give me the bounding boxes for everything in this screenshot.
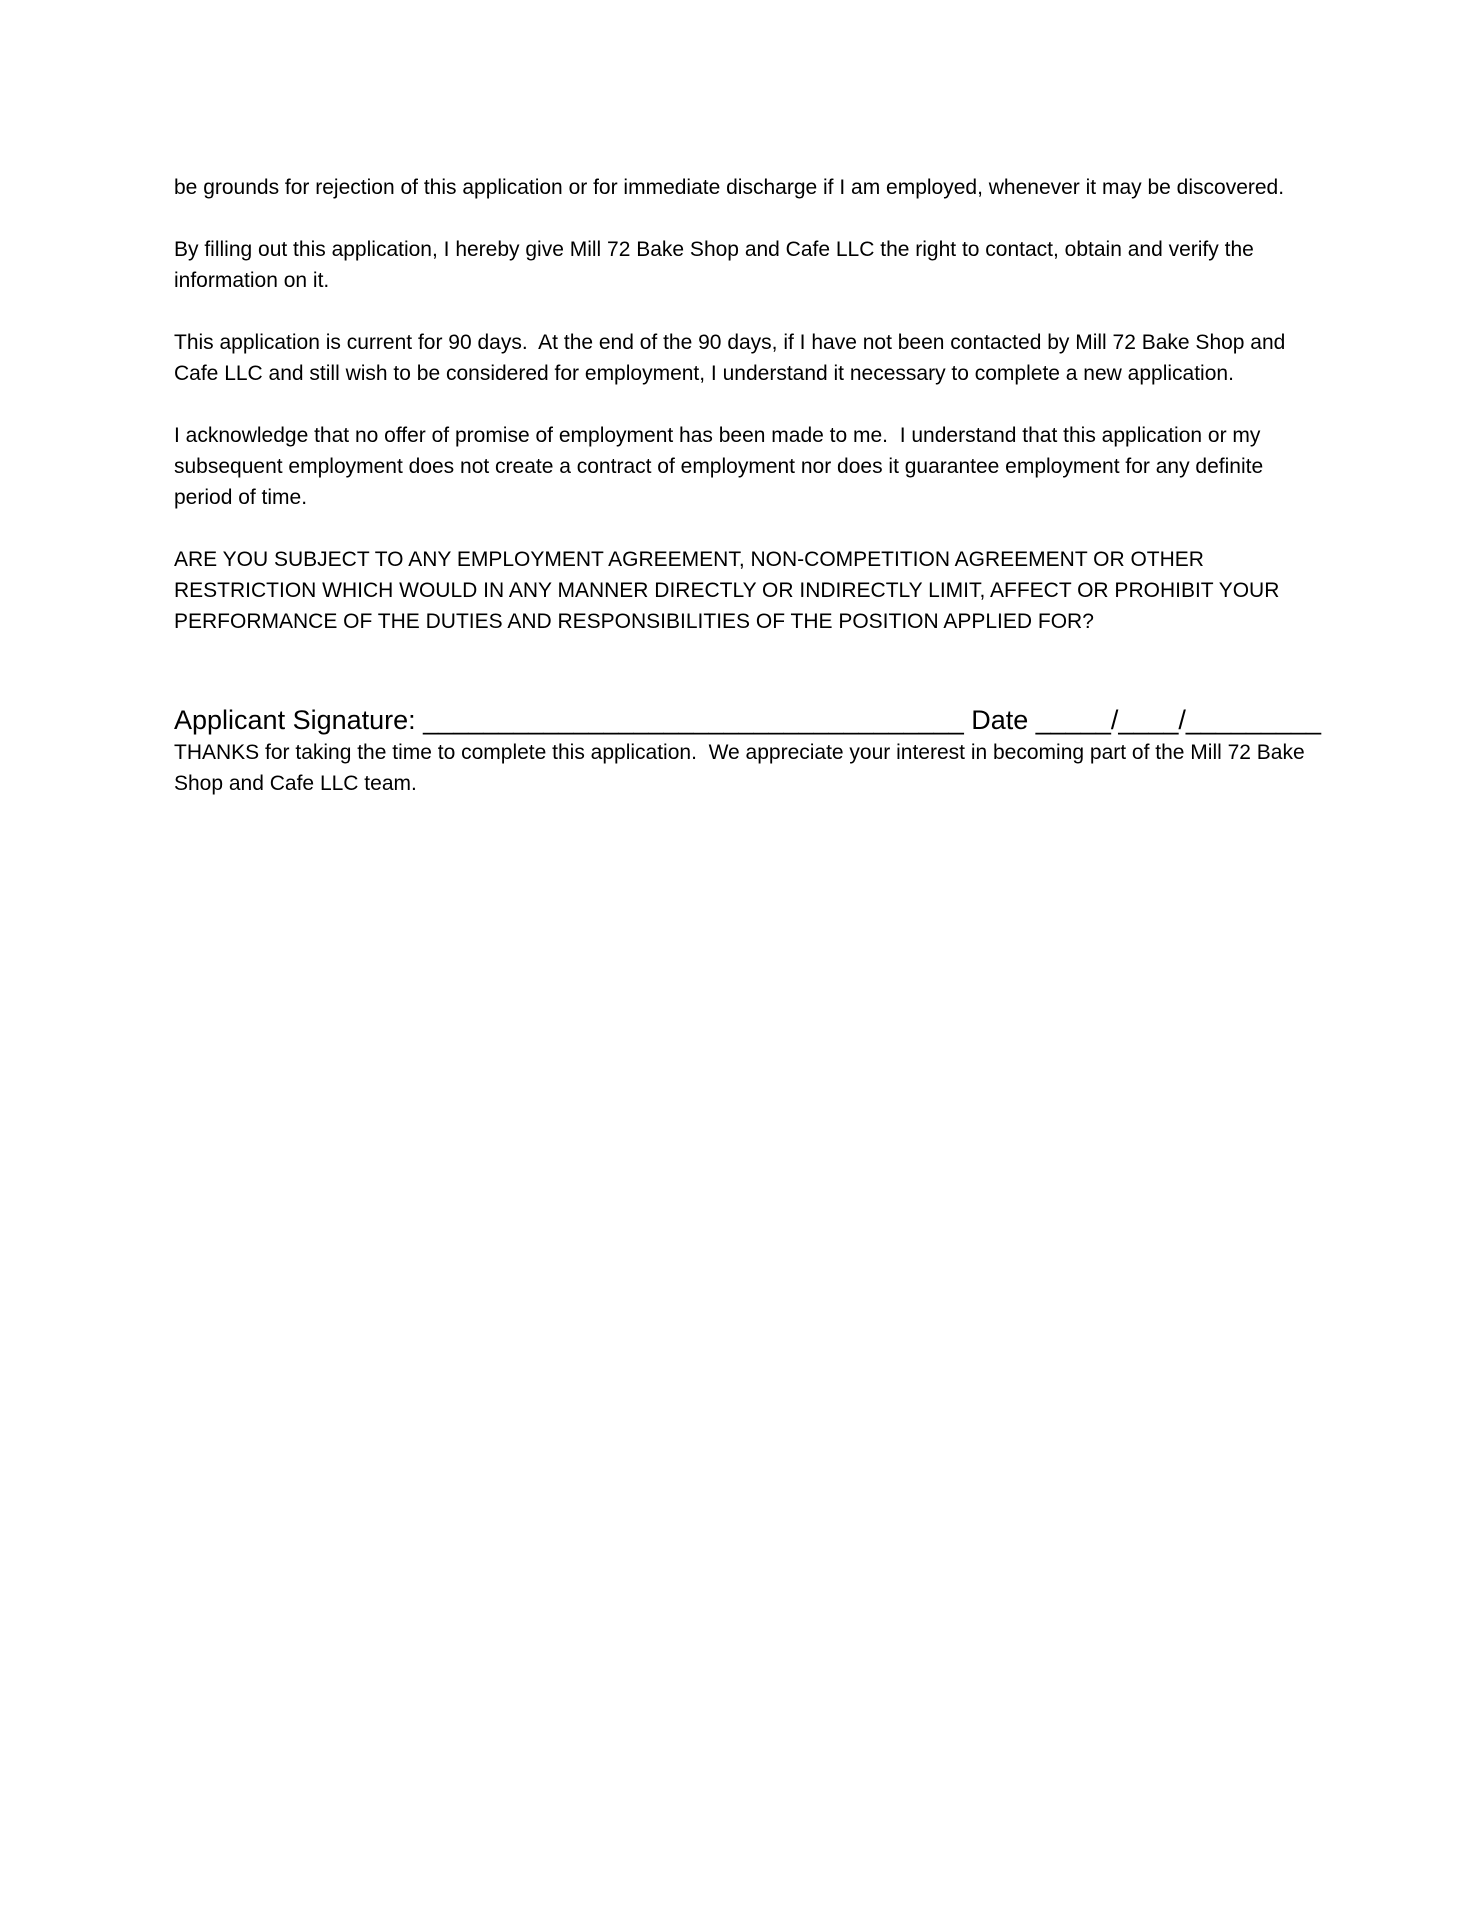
closing-thanks-note: THANKS for taking the time to complete this application. We appreciate your interest in becoming part of the Mill 72 Bake Shop and Cafe LLC team. [174,741,1311,795]
paragraph-application-validity: This application is current for 90 days. At the end of the 90 days, if I have not been contacted by Mill 72 Bake Shop and Cafe LLC and still wish to be considered for employment, I understand it necessary to complete a new application. [174,331,1292,385]
document-body [174,172,1322,799]
paragraph-no-contract-acknowledgment: I acknowledge that no offer of promise of employment has been made to me. I understand that this application or my subsequent employment does not create a contract of employment nor does it guarantee employment for any definite period of time. [174,424,1269,509]
signature-date-line: Applicant Signature: ____________________________________ Date _____/____/_________ [174,705,1322,735]
paragraph-verification-consent: By filling out this application, I hereby give Mill 72 Bake Shop and Cafe LLC the right to contact, obtain and verify the information on it. [174,238,1260,292]
paragraph-discharge-clause: be grounds for rejection of this application or for immediate discharge if I am employed, whenever it may be discovered. [174,176,1285,199]
paragraph-agreement-question: ARE YOU SUBJECT TO ANY EMPLOYMENT AGREEMENT, NON-COMPETITION AGREEMENT OR OTHER RESTRICTION WHICH WOULD IN ANY MANNER DIRECTLY OR INDIRECTLY LIMIT, AFFECT OR PROHIBIT YOUR PERFORMANCE OF THE DUTIES AND RESPONSIBILITIES OF THE POSITION APPLIED FOR? [174,548,1286,633]
